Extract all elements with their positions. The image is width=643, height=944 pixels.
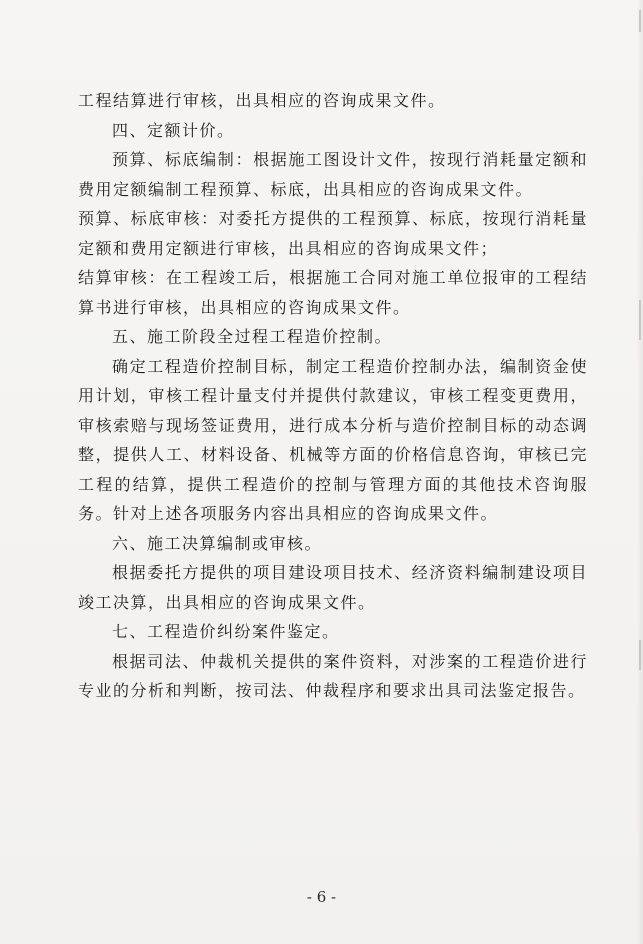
paragraph-final-accounts: 根据委托方提供的项目建设项目技术、经济资料编制建设项目竣工决算，出具相应的咨询成果文件。	[78, 563, 588, 612]
paragraph-continuation: 工程结算进行审核，出具相应的咨询成果文件。	[78, 91, 446, 110]
page-edge-mark	[639, 300, 641, 340]
page-edge-mark	[639, 10, 641, 32]
page-number: - 6 -	[306, 888, 337, 906]
paragraph-budget-compilation: 预算、标底编制：根据施工图设计文件，按现行消耗量定额和费用定额编制工程预算、标底，出具相应的咨询成果文件。	[78, 150, 588, 199]
paragraph-settlement-review: 结算审核：在工程竣工后，根据施工合同对施工单位报审的工程结算书进行审核，出具相应的咨询成果文件。	[78, 268, 588, 317]
page-edge-shadow	[637, 0, 643, 944]
paragraph-budget-review: 预算、标底审核：对委托方提供的工程预算、标底，按现行消耗量定额和费用定额进行审核，出具相应的咨询成果文件；	[78, 209, 588, 258]
section-heading-4: 四、定额计价。	[112, 120, 235, 140]
document-body	[78, 86, 588, 706]
section-heading-5: 五、施工阶段全过程工程造价控制。	[112, 327, 393, 346]
paragraph-dispute-appraisal: 根据司法、仲裁机关提供的案件资料，对涉案的工程造价进行专业的分析和判断，按司法、仲裁程序和要求出具司法鉴定报告。	[78, 651, 588, 700]
paragraph-cost-control: 确定工程造价控制目标，制定工程造价控制办法，编制资金使用计划，审核工程计量支付并提供付款建议，审核工程变更费用，审核索赔与现场签证费用，进行成本分析与造价控制目标的动态调整，提供人工、材料设备、机械等方面的价格信息咨询，审核已完工程的结算，提供工程造价的控制与管理方面的其他技术咨询服务。针对上述各项服务内容出具相应的咨询成果文件。	[78, 356, 588, 523]
page-edge-mark	[639, 640, 641, 670]
section-heading-6: 六、施工决算编制或审核。	[112, 533, 323, 553]
section-heading-7: 七、工程造价纠纷案件鉴定。	[112, 622, 340, 641]
